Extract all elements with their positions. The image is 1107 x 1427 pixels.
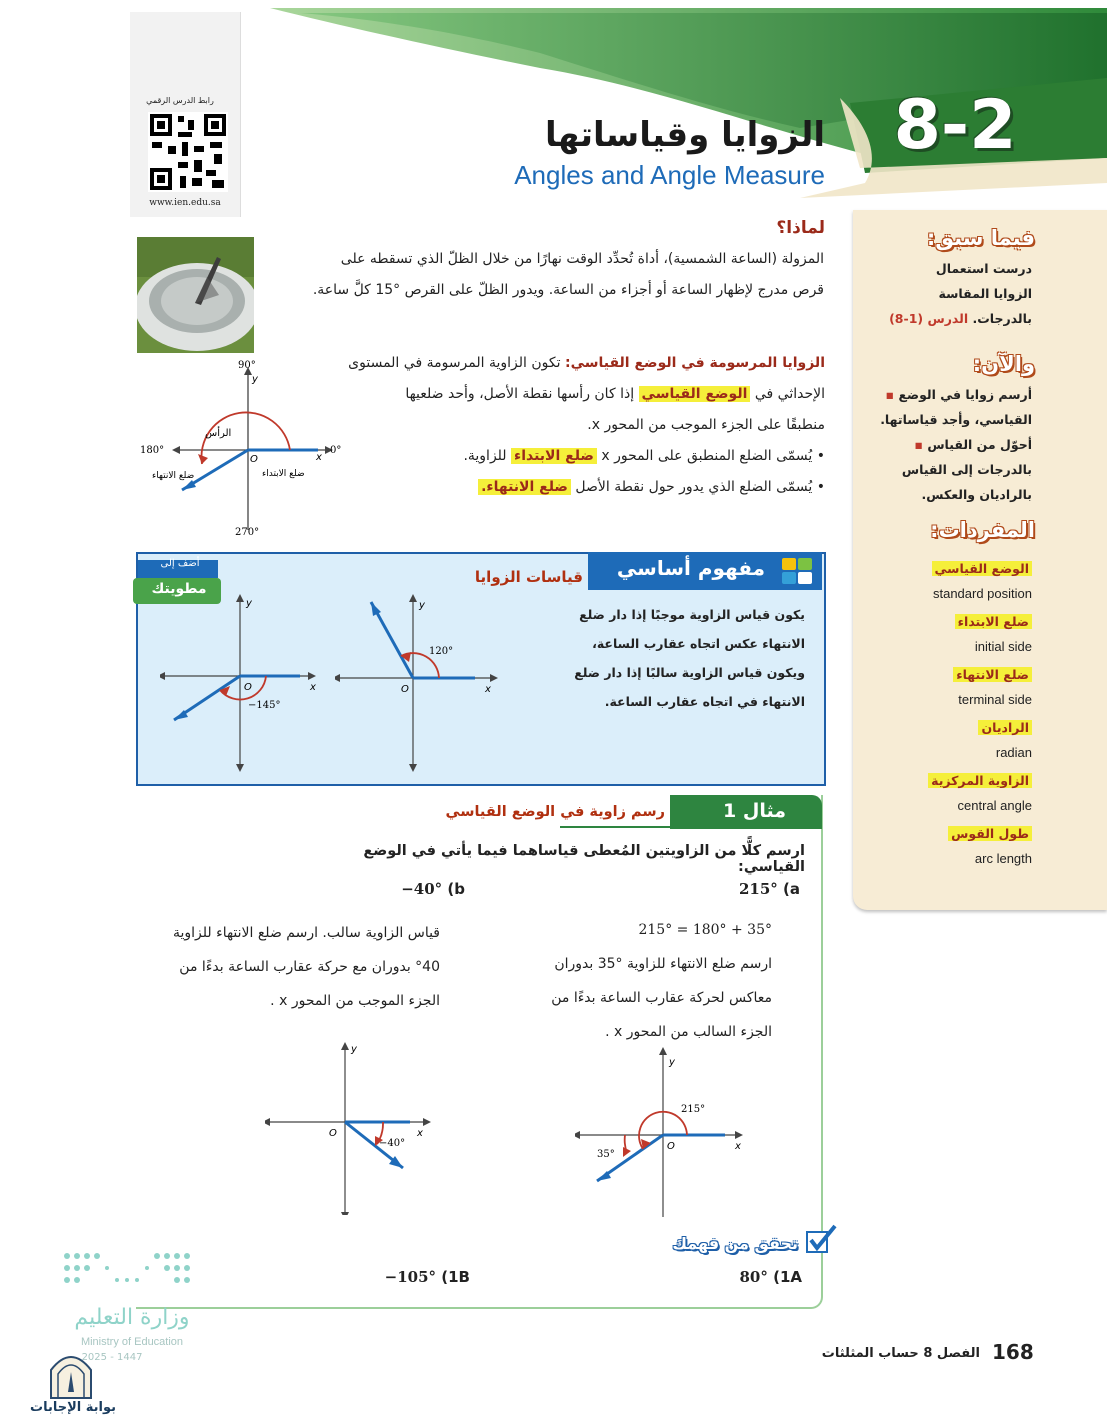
- example-label: مثال 1: [723, 800, 786, 822]
- term-terminal-side: ضلع الانتهاء.: [478, 479, 571, 495]
- chapter-label: الفصل 8 حساب المثلثات: [821, 1346, 980, 1361]
- svg-text:y: y: [419, 600, 425, 611]
- check-1a-value: 80°: [739, 1268, 768, 1286]
- watermark-logo-icon: [46, 1348, 96, 1400]
- standard-position-diagram: [140, 360, 350, 540]
- example-a-diagram: [575, 1045, 750, 1220]
- kc-diagram-positive: [335, 592, 500, 772]
- part-a-line-2: معاكس لحركة عقارب الساعة بدءًا من: [551, 990, 772, 1006]
- key-concept-text: [560, 600, 805, 716]
- standard-position-line-2b: إذا كان رأسها نقطة الأصل، وأحد ضلعيها: [405, 386, 635, 402]
- qr-url[interactable]: www.ien.edu.sa: [149, 198, 221, 208]
- part-a-letter: (a: [783, 880, 800, 898]
- svg-text:x: x: [417, 1128, 423, 1139]
- vocab-item: ضلع الانتهاء terminal side: [880, 662, 1032, 712]
- part-b-angle: −40°: [401, 880, 443, 898]
- ministry-year: 2025 - 1447: [81, 1352, 143, 1363]
- previous-text: [870, 256, 1032, 331]
- svg-text:O: O: [667, 1141, 675, 1152]
- check-1b-letter: (1B: [441, 1268, 470, 1286]
- part-b-steps: [140, 916, 440, 1018]
- standard-position-line-3: منطبقًا على الجزء الموجب من المحور x.: [587, 417, 825, 433]
- part-a-line-3: الجزء السالب من المحور x .: [605, 1024, 772, 1040]
- svg-text:x: x: [485, 684, 491, 695]
- qr-caption: رابط الدرس الرقمي: [146, 96, 214, 105]
- check-icon: [805, 1224, 837, 1254]
- vocab-heading: المفردات:: [930, 518, 1035, 542]
- angle-neg40-label: −40°: [379, 1138, 406, 1149]
- previous-line-1: درست استعمال: [935, 261, 1032, 276]
- svg-text:O: O: [329, 1128, 337, 1139]
- standard-position-section: الزوايا المرسومة في الوضع القياسي: تكون الزاوية المرسومة في المستوى الإحداثي في الوضع القياسي إذا كان رأسها نقطة الأصل، وأحد ضلعيها منطبقًا على الجزء الموجب من المحور x. • يُسمّى الضلع المنطبق على المحور x ضلع الابتداء للزاوية. • يُسمّى الضلع الذي يدور حول نقطة الأصل ضلع الانتهاء.: [335, 348, 825, 503]
- bullet-1a: يُسمّى الضلع المنطبق على المحور x: [601, 448, 813, 464]
- foldable-main: مطويتك: [151, 581, 207, 597]
- initial-side-label: ضلع الابتداء: [262, 469, 305, 479]
- svg-text:x: x: [735, 1141, 741, 1152]
- part-a-line-1: ارسم ضلع الانتهاء للزاوية °35 بدوران: [554, 956, 772, 972]
- bullet-2a: يُسمّى الضلع الذي يدور حول نقطة الأصل: [575, 479, 813, 495]
- page-number: 168: [992, 1340, 1034, 1364]
- angle-215-label: 215°: [681, 1104, 706, 1115]
- label-180: 180°: [140, 445, 165, 456]
- lesson-number: 8-2: [893, 86, 1017, 165]
- vocab-item: ضلع الابتداء initial side: [880, 609, 1032, 659]
- example-prompt: ارسم كلًّا من الزاويتين المُعطى قياساهما فيما يأتي في الوضع القياسي:: [363, 843, 805, 875]
- key-concept-subtitle: قياسات الزوايا: [474, 568, 583, 586]
- angle-neg145-label: −145°: [248, 700, 281, 711]
- part-a-steps: [520, 913, 772, 1049]
- part-b-line-2: °40 بدوران مع حركة عقارب الساعة بدءًا من: [179, 959, 440, 975]
- kc-line-2: الانتهاء عكس اتجاه عقارب الساعة،: [592, 636, 805, 651]
- part-b-header: [380, 880, 465, 898]
- axis-y-label: y: [252, 374, 258, 385]
- axis-x-label: x: [316, 452, 322, 463]
- now-2a: أحوّل من القياس: [927, 437, 1032, 452]
- key-concept-icon: [780, 556, 816, 586]
- now-2c: بالراديان والعكس.: [921, 487, 1032, 502]
- check-1b: [370, 1268, 470, 1286]
- kc-line-4: الانتهاء في اتجاه عقارب الساعة.: [604, 694, 805, 709]
- standard-position-line-1: تكون الزاوية المرسومة في المستوى: [348, 355, 561, 371]
- vocab-item: الوضع القياسي standard position: [932, 561, 1032, 601]
- part-b-line-1: قياس الزاوية سالب. ارسم ضلع الانتهاء للزاوية: [172, 925, 440, 941]
- angle-35-label: 35°: [597, 1149, 615, 1160]
- qr-code-icon[interactable]: [148, 112, 228, 192]
- watermark-text: بوابة الإجابات: [30, 1400, 116, 1415]
- now-1b: القياسي، وأجد قياساتها.: [880, 412, 1032, 427]
- angle-120-label: 120°: [429, 646, 454, 657]
- lesson-title-english: Angles and Angle Measure: [514, 160, 825, 190]
- kc-line-1: يكون قياس الزاوية موجبًا إذا دار ضلع: [579, 607, 805, 622]
- why-heading: لماذا؟: [776, 218, 825, 238]
- label-270: 270°: [235, 527, 260, 538]
- now-2b: بالدرجات إلى القياس: [901, 462, 1032, 477]
- term-standard-position: الوضع القياسي: [639, 386, 751, 402]
- label-90: 90°: [238, 360, 256, 371]
- check-1a: [700, 1268, 802, 1286]
- why-line-2: قرص مدرج لإظهار الساعة أو أجزاء من الساعة. ويدور الظلّ على القرص °15 كلَّ ساعة.: [312, 282, 824, 298]
- ministry-name-ar: وزارة التعليم: [74, 1305, 190, 1330]
- part-b-line-3: الجزء الموجب من المحور x .: [270, 993, 440, 1009]
- standard-position-heading: الزوايا المرسومة في الوضع القياسي:: [564, 355, 825, 371]
- foldable-top: أضف إلى: [160, 558, 200, 569]
- vertex-label: الرأس: [205, 428, 232, 439]
- ministry-name-en: Ministry of Education: [80, 1336, 184, 1348]
- origin-label: O: [250, 454, 258, 465]
- part-a-angle: 215°: [738, 880, 778, 898]
- part-a-header: [720, 880, 800, 898]
- bullet-1b: للزاوية.: [463, 448, 507, 464]
- label-0: 0°: [330, 445, 342, 456]
- example-b-diagram: [265, 1040, 440, 1215]
- example-header-rule: [560, 826, 822, 828]
- part-a-equation: 215° = 180° + 35°: [638, 922, 772, 938]
- standard-position-line-2a: الإحداثي في: [754, 386, 825, 402]
- svg-text:x: x: [310, 682, 316, 693]
- why-line-1: المزولة (الساعة الشمسية)، أداة تُحدِّد الوقت نهارًا من خلال الظلّ الذي تسقطه على: [340, 251, 824, 267]
- svg-text:y: y: [246, 598, 252, 609]
- vocab-list: [880, 556, 1032, 871]
- key-concept-title: مفهوم أساسي: [616, 556, 765, 580]
- check-1a-letter: (1A: [773, 1268, 802, 1286]
- svg-text:y: y: [669, 1057, 675, 1068]
- svg-text:O: O: [401, 684, 409, 695]
- sundial-photo: [137, 237, 254, 353]
- lesson-title-arabic: الزوايا وقياساتها: [545, 115, 825, 155]
- previous-line-3: بالدرجات.: [972, 311, 1032, 326]
- now-1a: أرسم زوايا في الوضع: [898, 387, 1032, 402]
- vocab-item: طول القوس arc length: [880, 821, 1032, 871]
- ministry-logo-dots: [62, 1250, 202, 1290]
- now-heading: والآن:: [972, 352, 1035, 376]
- vocab-item: الزاوية المركزية central angle: [880, 768, 1032, 818]
- check-heading: تحقق من فهمك: [672, 1234, 798, 1253]
- part-b-letter: (b: [447, 880, 465, 898]
- kc-diagram-negative: [160, 592, 325, 772]
- svg-text:y: y: [351, 1044, 357, 1055]
- now-text: أرسم زوايا في الوضع ▪ القياسي، وأجد قياساتها. أحوّل من القياس ▪ بالدرجات إلى القياس بالراديان والعكس.: [860, 382, 1032, 507]
- terminal-side-label: ضلع الانتهاء: [152, 471, 195, 481]
- check-1b-value: −105°: [384, 1268, 437, 1286]
- previous-line-2: الزوايا المقاسة: [938, 286, 1032, 301]
- why-paragraph: [262, 244, 824, 306]
- term-initial-side: ضلع الابتداء: [511, 448, 597, 464]
- kc-line-3: ويكون قياس الزاوية سالبًا إذا دار ضلع: [574, 665, 805, 680]
- previous-heading: فيما سبق:: [926, 226, 1035, 250]
- svg-text:O: O: [244, 682, 252, 693]
- previous-lesson-ref[interactable]: الدرس (1-8): [889, 311, 969, 326]
- vocab-item: الراديان radian: [880, 715, 1032, 765]
- example-title: رسم زاوية في الوضع القياسي: [445, 804, 665, 820]
